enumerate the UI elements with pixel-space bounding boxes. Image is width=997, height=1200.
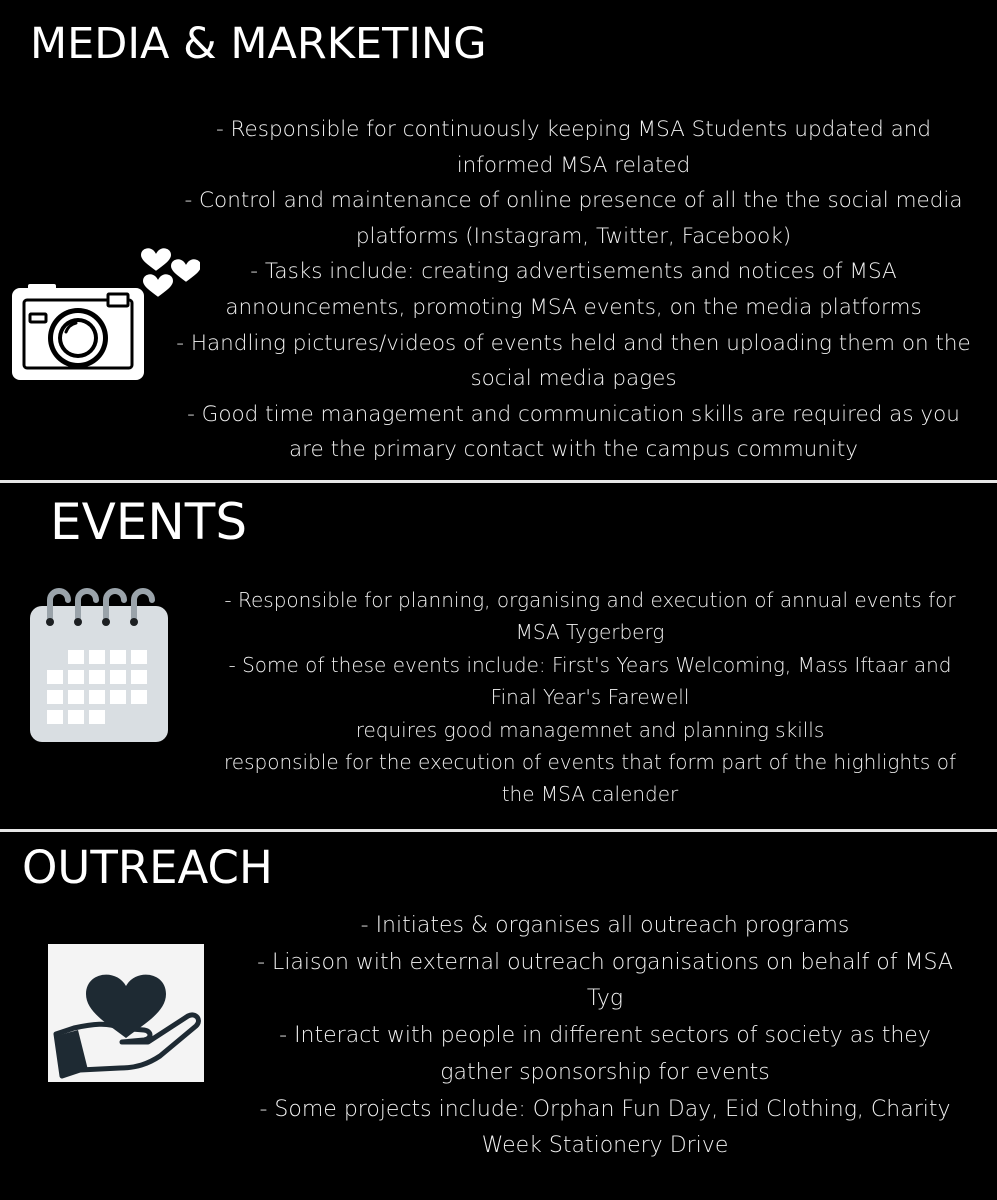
outreach-description (225, 908, 985, 1165)
text-line: - Some projects include: Orphan Fun Day, Eid Clothing, Charity (259, 1096, 951, 1122)
text-line: - Responsible for planning, organising and execution of annual events for (224, 588, 956, 612)
text-line: - Good time management and communication skills are required as you (187, 401, 960, 427)
section-divider (0, 829, 997, 832)
text-line: - Liaison with external outreach organisations on behalf of MSA (257, 949, 953, 975)
calendar-icon (28, 586, 170, 744)
outreach-heading: OUTREACH (22, 841, 273, 894)
media-marketing-description (150, 112, 997, 468)
text-line: gather sponsorship for events (440, 1059, 770, 1085)
events-heading: EVENTS (50, 493, 248, 551)
text-line: the MSA calender (501, 782, 679, 807)
text-line: Tyg (586, 986, 624, 1012)
text-line: announcements, promoting MSA events, on the media platforms (225, 294, 922, 320)
text-line: - Responsible for continuously keeping MSA Students updated and (215, 117, 932, 142)
text-line: Week Stationery Drive (481, 1133, 729, 1159)
heart-in-hand-icon (48, 944, 204, 1082)
text-line: - Control and maintenance of online presence of all the the social media (184, 188, 963, 214)
events-description (195, 584, 985, 811)
text-line: - Interact with people in different sectors of society as they (279, 1023, 931, 1049)
text-line: Final Year's Farewell (490, 685, 690, 710)
text-line: platforms (Instagram, Twitter, Facebook) (355, 223, 792, 249)
text-line: responsible for the execution of events that form part of the highlights of (224, 750, 956, 775)
text-line: - Some of these events include: First's Years Welcoming, Mass Iftaar and (228, 652, 952, 677)
section-divider (0, 480, 997, 483)
text-line: informed MSA related (456, 152, 691, 178)
text-line: MSA Tygerberg (515, 620, 665, 645)
media-marketing-heading: MEDIA & MARKETING (30, 19, 487, 69)
text-line: social media pages (470, 366, 677, 392)
text-line: - Initiates & organises all outreach programs (360, 913, 850, 938)
text-line: are the primary contact with the campus community (288, 437, 859, 463)
text-line: - Handling pictures/videos of events held and then uploading them on the (176, 330, 971, 356)
text-line: requires good managemnet and planning skills (355, 717, 825, 742)
text-line: - Tasks include: creating advertisements and notices of MSA (250, 259, 897, 285)
